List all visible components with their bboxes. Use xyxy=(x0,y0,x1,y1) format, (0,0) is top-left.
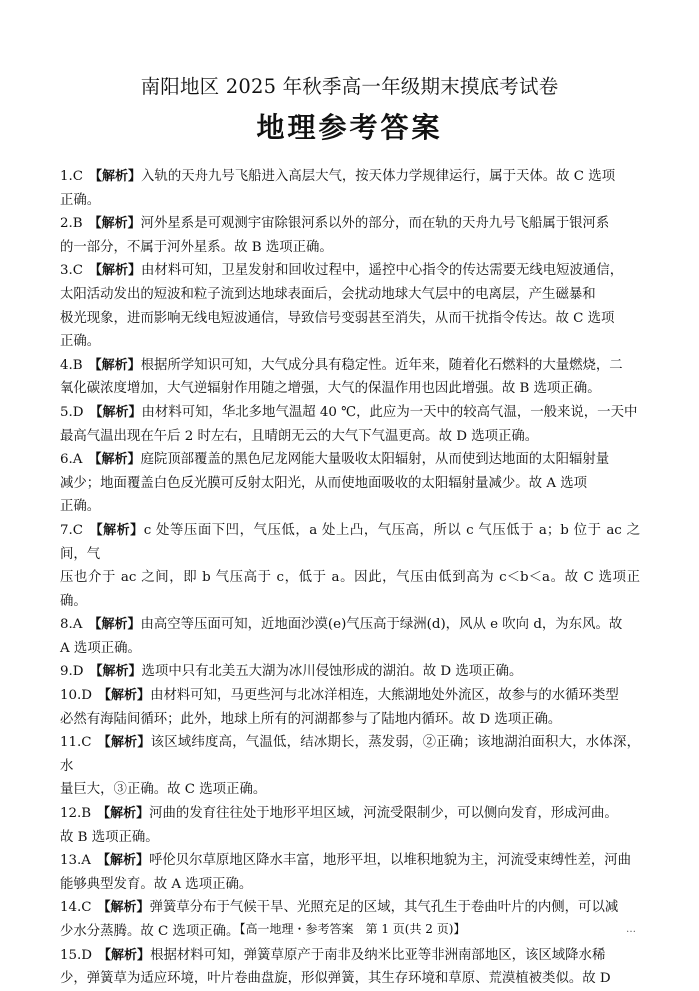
answer-item-continuation xyxy=(60,189,640,213)
exam-title: 南阳地区 2025 年秋季高一年级期末摸底考试卷 xyxy=(140,75,559,98)
analysis-tag: 【解析】 xyxy=(98,947,151,963)
answer-choice: B xyxy=(81,806,92,822)
analysis-tag: 【解析】 xyxy=(98,688,151,704)
answer-choice: B xyxy=(72,357,83,373)
explanation-text: 弹簧草分布于气候干旱、光照充足的区域，其气孔生于卷曲叶片的内侧，可以减 xyxy=(149,900,619,916)
explanation-text: 根据所学知识可知，大气成分具有稳定性。近年来，随着化石燃料的大量燃烧，二 xyxy=(140,357,623,373)
answer-item xyxy=(60,401,640,425)
explanation-text: 庭院顶部覆盖的黑色尼龙网能大量吸收太阳辐射，从而使到达地面的太阳辐射量 xyxy=(140,452,610,468)
answer-item-continuation xyxy=(60,377,640,401)
answer-key-heading: 地理参考答案 xyxy=(256,111,443,144)
answer-item xyxy=(60,660,640,684)
answer-item xyxy=(60,448,640,472)
explanation-text: 由材料可知，马更些河与北冰洋相连，大熊湖地处外流区，故参与的水循环类型 xyxy=(150,688,619,704)
answer-item xyxy=(60,849,640,873)
answer-choice: B xyxy=(72,216,83,232)
answer-choice: D xyxy=(81,947,93,963)
question-number: 2. xyxy=(60,216,73,232)
question-number: 11. xyxy=(60,735,82,751)
explanation-text: 氧化碳浓度增加，大气逆辐射作用随之增强，大气的保温作用也因此增强。故 B 选项正确。 xyxy=(60,381,601,397)
analysis-tag: 【解析】 xyxy=(97,806,150,822)
answer-choice: D xyxy=(72,404,84,420)
explanation-text: 由材料可知，华北多地气温超 40 ℃，此应为一天中的较高气温，一般来说，一天中 xyxy=(141,404,638,420)
analysis-tag: 【解析】 xyxy=(89,664,142,680)
explanation-text: 呼伦贝尔草原地区降水丰富，地形平坦，以堆积地貌为主，河流受束缚性差，河曲 xyxy=(148,853,632,869)
explanation-text: 正确。 xyxy=(60,334,101,350)
answer-item-continuation xyxy=(60,826,640,850)
explanation-text: 河曲的发育往往处于地形平坦区域，河流受限制少，可以侧向发育，形成河曲。 xyxy=(149,806,618,822)
answer-choice: D xyxy=(81,688,93,704)
explanation-text: 能够典型发育。故 A 选项正确。 xyxy=(60,876,253,892)
question-number: 7. xyxy=(60,522,73,538)
analysis-tag: 【解析】 xyxy=(88,617,141,633)
answer-item xyxy=(60,354,640,378)
explanation-text: 由高空等压面可知，近地面沙漠(e)气压高于绿洲(d)，风从 e 吹向 d，为东风。故 xyxy=(140,617,623,633)
explanation-text: 的一部分，不属于河外星系。故 B 选项正确。 xyxy=(60,239,333,255)
answer-choice: C xyxy=(72,169,84,184)
analysis-tag: 【解析】 xyxy=(97,735,151,751)
explanation-text: 最高气温出现在午后 2 时左右，且晴朗无云的大气下气温更高。故 D 选项正确。 xyxy=(60,428,539,444)
question-number: 10. xyxy=(60,688,82,704)
explanation-text: 河外星系是可观测宇宙除银河系以外的部分，而在轨的天舟九号飞船属于银河系 xyxy=(140,216,610,232)
explanation-text: 必然有海陆间循环；此外，地球上所有的河湖都参与了陆地内循环。故 D 选项正确。 xyxy=(60,711,562,727)
question-number: 4. xyxy=(60,357,73,373)
question-number: 5. xyxy=(60,404,73,420)
analysis-tag: 【解析】 xyxy=(88,357,141,373)
explanation-text: 少水分蒸腾。故 C 选项正确。 xyxy=(60,924,240,939)
answer-list xyxy=(60,165,640,991)
question-number: 14. xyxy=(60,900,82,916)
answer-item-continuation xyxy=(60,307,640,331)
answer-item xyxy=(60,731,640,778)
answer-item-continuation xyxy=(60,708,640,732)
question-number: 6. xyxy=(60,452,73,468)
question-number: 1. xyxy=(60,169,73,184)
explanation-text: 压也介于 ac 之间，即 b 气压高于 c，低于 a。因此，气压由低到高为 c＜b＜a。故 C 选项正确。 xyxy=(60,570,640,609)
explanation-text: 故 B 选项正确。 xyxy=(60,829,159,845)
analysis-tag: 【解析】 xyxy=(89,522,144,538)
explanation-text: 该区域纬度高，气温低，结冰期长，蒸发弱，②正确；该地湖泊面积大，水体深，水 xyxy=(60,735,640,774)
answer-choice: C xyxy=(72,522,84,538)
explanation-text: 入轨的天舟九号飞船进入高层大气，按天体力学规律运行，属于天体。故 C 选项 xyxy=(141,169,616,184)
explanation-text: 正确。 xyxy=(60,192,101,208)
explanation-text: 由材料可知，卫星发射和回收过程中，遥控中心指令的传达需要无线电短波通信， xyxy=(141,263,624,279)
analysis-tag: 【解析】 xyxy=(89,404,142,420)
answer-item xyxy=(60,684,640,708)
explanation-text: 根据材料可知，弹簧草原产于南非及纳米比亚等非洲南部地区，该区域降水稀 xyxy=(150,947,606,963)
analysis-tag: 【解析】 xyxy=(89,169,142,184)
answer-choice: A xyxy=(72,617,83,633)
analysis-tag: 【解析】 xyxy=(97,900,150,916)
analysis-tag: 【解析】 xyxy=(88,216,141,232)
answer-item-continuation xyxy=(60,283,640,307)
explanation-text: A 选项正确。 xyxy=(60,640,141,656)
answer-item-continuation xyxy=(60,778,640,802)
answer-item xyxy=(60,519,640,566)
page-footer: 【高一地理・参考答案 第 1 页(共 2 页)】 xyxy=(233,922,466,936)
answer-item xyxy=(60,165,640,189)
answer-item xyxy=(60,896,640,920)
footer-mark: … xyxy=(626,924,636,935)
question-number: 15. xyxy=(60,947,82,963)
explanation-text: 减少；地面覆盖白色反光膜可反射太阳光，从而使地面吸收的太阳辐射量减少。故 A 选项 xyxy=(60,475,588,491)
answer-item-continuation xyxy=(60,472,640,496)
page-header xyxy=(0,72,699,148)
answer-item xyxy=(60,613,640,637)
question-number: 3. xyxy=(60,263,73,279)
answer-choice: A xyxy=(72,452,83,468)
answer-item-continuation xyxy=(60,330,640,354)
answer-item xyxy=(60,212,640,236)
explanation-text: 极光现象，进而影响无线电短波通信，导致信号变弱甚至消失，从而干扰指令传达。故 C 选项 xyxy=(60,310,615,326)
explanation-text: 太阳活动发出的短波和粒子流到达地球表面后，会扰动地球大气层中的电离层，产生磁暴和 xyxy=(60,286,596,302)
answer-choice: C xyxy=(81,900,92,916)
analysis-tag: 【解析】 xyxy=(88,452,141,468)
answer-item-continuation xyxy=(60,495,640,519)
answer-choice: C xyxy=(81,735,92,751)
answer-item-continuation xyxy=(60,566,640,613)
answer-item-continuation xyxy=(60,967,640,991)
analysis-tag: 【解析】 xyxy=(96,853,149,869)
explanation-text: c 处等压面下凹，气压低，a 处上凸，气压高，所以 c 气压低于 a；b 位于 ac 之间，气 xyxy=(60,522,640,562)
answer-item xyxy=(60,259,640,283)
analysis-tag: 【解析】 xyxy=(89,263,142,279)
question-number: 8. xyxy=(60,617,73,633)
answer-item xyxy=(60,802,640,826)
answer-item xyxy=(60,944,640,968)
answer-choice: A xyxy=(81,853,91,869)
question-number: 12. xyxy=(60,806,82,822)
answer-choice: C xyxy=(72,263,84,279)
question-number: 13. xyxy=(60,853,82,869)
question-number: 9. xyxy=(60,664,73,680)
explanation-text: 少，弹簧草为适应环境，叶片卷曲盘旋，形似弹簧，其生存环境和草原、荒漠植被类似。故 D xyxy=(60,971,611,987)
explanation-text: 选项中只有北美五大湖为冰川侵蚀形成的湖泊。故 D 选项正确。 xyxy=(141,664,523,680)
answer-item-continuation xyxy=(60,637,640,661)
answer-item-continuation xyxy=(60,425,640,449)
answer-choice: D xyxy=(72,664,84,680)
answer-item-continuation xyxy=(60,236,640,260)
answer-item-continuation xyxy=(60,873,640,897)
explanation-text: 量巨大，③正确。故 C 选项正确。 xyxy=(60,782,267,798)
explanation-text: 正确。 xyxy=(60,499,101,515)
